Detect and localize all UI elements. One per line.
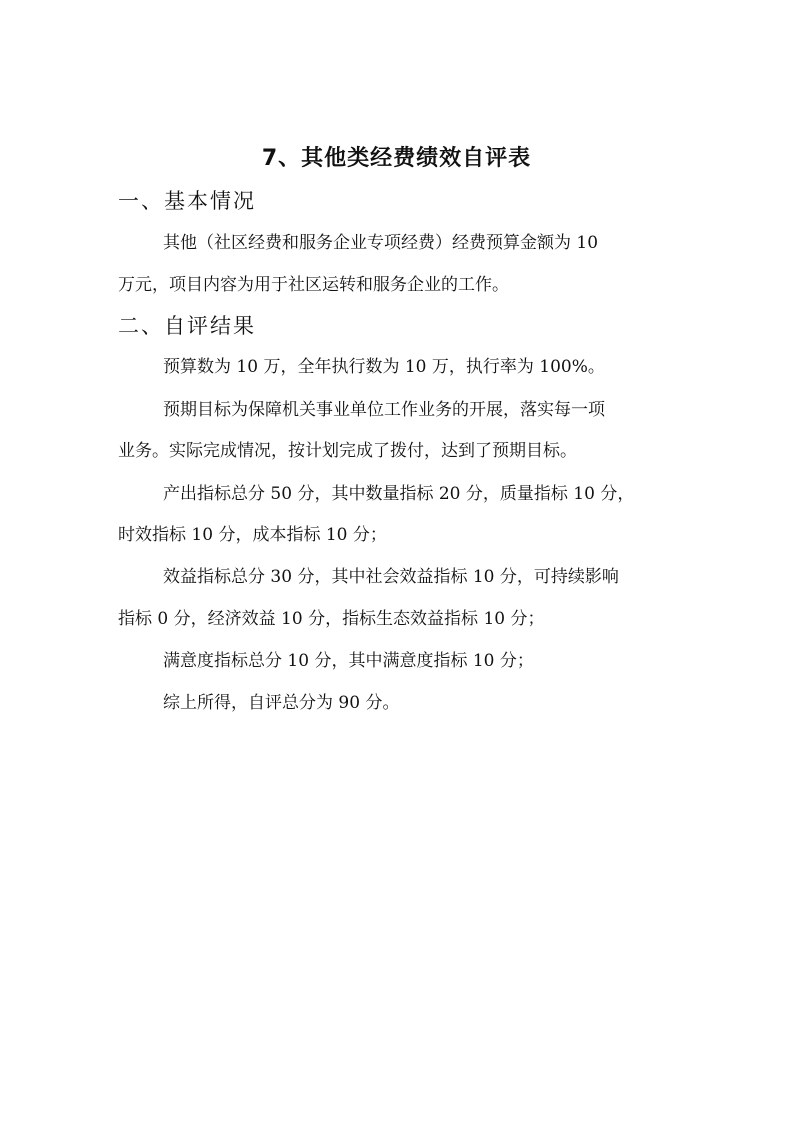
section-heading-self-evaluation: 二、自评结果: [118, 314, 256, 338]
document-title: 7、其他类经费绩效自评表: [261, 146, 532, 171]
output-indicator-paragraph-line-2: 时效指标 10 分，成本指标 10 分；: [118, 525, 387, 545]
benefit-indicator-paragraph-line-2: 指标 0 分，经济效益 10 分，指标生态效益指标 10 分；: [118, 609, 545, 629]
total-score-paragraph: 综上所得，自评总分为 90 分。: [163, 693, 400, 713]
output-indicator-paragraph-line-1: 产出指标总分 50 分，其中数量指标 20 分，质量指标 10 分，: [163, 484, 635, 504]
benefit-indicator-paragraph-line-1: 效益指标总分 30 分，其中社会效益指标 10 分，可持续影响: [163, 567, 619, 587]
basic-info-paragraph-line-2: 万元，项目内容为用于社区运转和服务企业的工作。: [118, 275, 509, 295]
target-paragraph-line-1: 预期目标为保障机关事业单位工作业务的开展，落实每一项: [163, 400, 605, 420]
section-heading-basic-info: 一、基本情况: [118, 189, 256, 213]
execution-rate-paragraph: 预算数为 10 万，全年执行数为 10 万，执行率为 100%。: [163, 357, 605, 377]
satisfaction-indicator-paragraph: 满意度指标总分 10 分，其中满意度指标 10 分；: [163, 651, 534, 671]
basic-info-paragraph-line-1: 其他（社区经费和服务企业专项经费）经费预算金额为 10: [163, 233, 599, 253]
target-paragraph-line-2: 业务。实际完成情况，按计划完成了拨付，达到了预期目标。: [118, 441, 577, 461]
